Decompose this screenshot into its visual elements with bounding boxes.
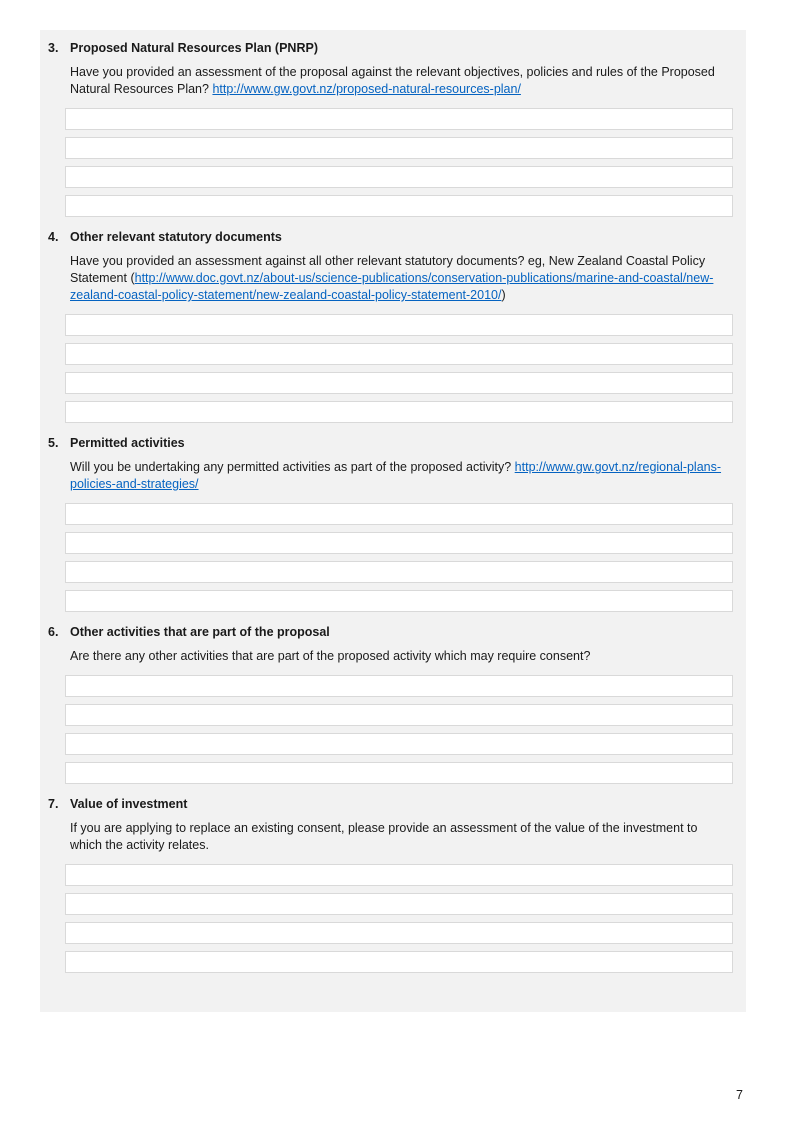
section-heading <box>40 796 746 813</box>
section-title: Proposed Natural Resources Plan (PNRP) <box>70 41 318 55</box>
answer-line[interactable] <box>65 401 733 423</box>
answer-line[interactable] <box>65 372 733 394</box>
section-permitted-activities <box>40 435 746 612</box>
answer-line[interactable] <box>65 675 733 697</box>
answer-line[interactable] <box>65 561 733 583</box>
section-number: 5. <box>48 436 59 450</box>
answer-line[interactable] <box>65 704 733 726</box>
section-title: Other activities that are part of the proposal <box>70 625 330 639</box>
answer-lines <box>65 675 733 784</box>
section-question <box>70 459 732 493</box>
answer-lines <box>65 864 733 973</box>
section-question <box>70 820 732 854</box>
section-question <box>70 648 732 665</box>
section-title: Permitted activities <box>70 436 185 450</box>
form-panel <box>40 30 746 1012</box>
answer-line[interactable] <box>65 762 733 784</box>
answer-lines <box>65 314 733 423</box>
question-text: Have you provided an assessment of the proposal against the relevant objectives, policies and rules of the Proposed Natural Resources Plan? <box>70 65 715 96</box>
answer-line[interactable] <box>65 733 733 755</box>
answer-line[interactable] <box>65 137 733 159</box>
section-proposed-natural-resources-plan <box>40 40 746 217</box>
answer-line[interactable] <box>65 893 733 915</box>
answer-line[interactable] <box>65 108 733 130</box>
question-text: If you are applying to replace an existing consent, please provide an assessment of the value of the investment to which the activity relates. <box>70 821 698 852</box>
answer-line[interactable] <box>65 864 733 886</box>
question-text: Will you be undertaking any permitted activities as part of the proposed activity? <box>70 460 515 474</box>
question-text: Are there any other activities that are part of the proposed activity which may require consent? <box>70 649 591 663</box>
section-heading <box>40 624 746 641</box>
answer-line[interactable] <box>65 532 733 554</box>
section-other-statutory-documents <box>40 229 746 423</box>
answer-line[interactable] <box>65 314 733 336</box>
section-heading <box>40 435 746 452</box>
regional-plans-link[interactable]: http://www.gw.govt.nz/regional-plans-policies-and-strategies/ <box>70 460 722 491</box>
section-heading <box>40 229 746 246</box>
page-number: 7 <box>736 1088 743 1102</box>
section-heading <box>40 40 746 57</box>
answer-line[interactable] <box>65 922 733 944</box>
question-text-after: ) <box>501 288 506 302</box>
section-number: 4. <box>48 230 59 244</box>
answer-lines <box>65 108 733 217</box>
question-text: Have you provided an assessment against all other relevant statutory documents? eg, New Zealand Coastal Policy Statement ( <box>70 254 706 285</box>
section-title: Other relevant statutory documents <box>70 230 282 244</box>
section-number: 6. <box>48 625 59 639</box>
answer-line[interactable] <box>65 343 733 365</box>
section-other-activities <box>40 624 746 784</box>
pnrp-link[interactable]: http://www.gw.govt.nz/proposed-natural-resources-plan/ <box>212 82 521 96</box>
answer-line[interactable] <box>65 590 733 612</box>
section-number: 7. <box>48 797 59 811</box>
answer-lines <box>65 503 733 612</box>
answer-line[interactable] <box>65 503 733 525</box>
nz-coastal-policy-link[interactable]: http://www.doc.govt.nz/about-us/science-publications/conservation-publications/marine-and-coastal/new-zealand-coastal-policy-statement/new-zealand-coastal-policy-statement-2010/ <box>70 271 714 302</box>
answer-line[interactable] <box>65 195 733 217</box>
section-value-of-investment <box>40 796 746 973</box>
section-title: Value of investment <box>70 797 188 811</box>
answer-line[interactable] <box>65 166 733 188</box>
answer-line[interactable] <box>65 951 733 973</box>
section-number: 3. <box>48 41 59 55</box>
section-question <box>70 253 732 304</box>
section-question <box>70 64 732 98</box>
